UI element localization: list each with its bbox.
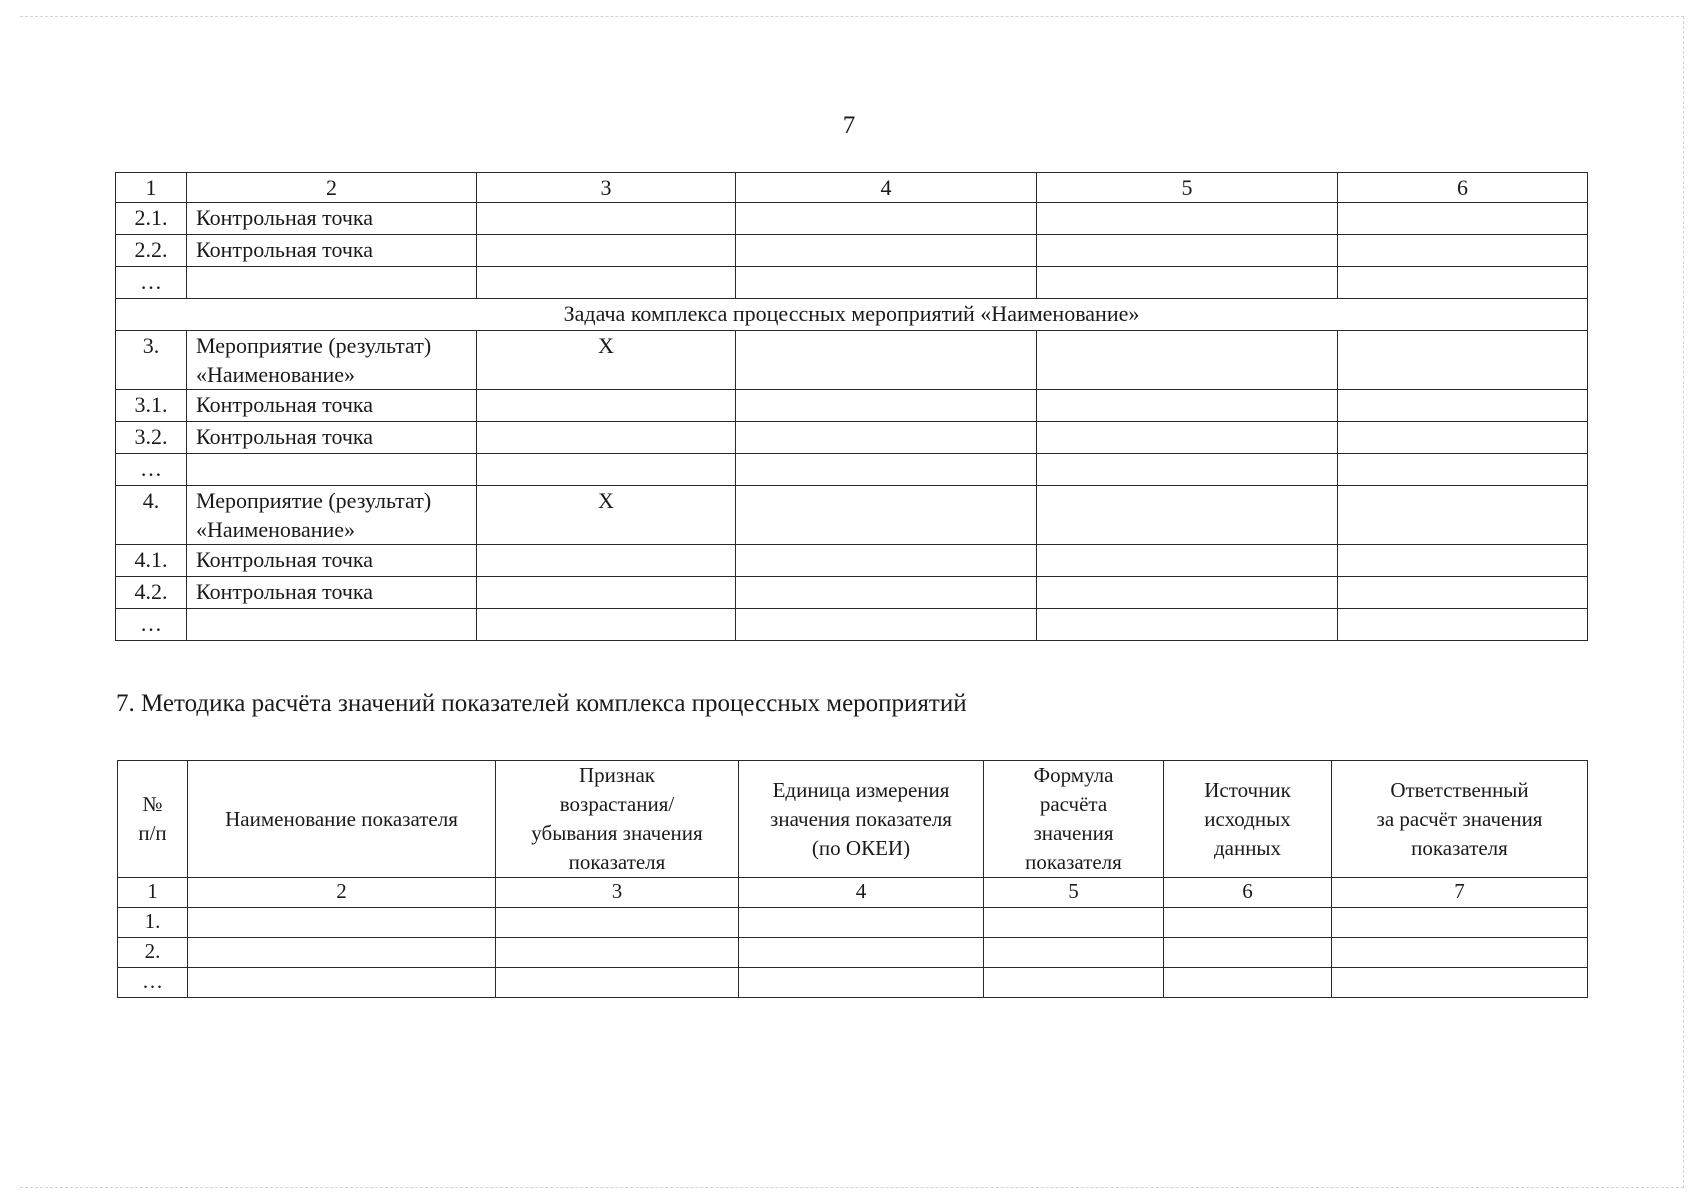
row-number: 4.1. [116, 545, 187, 577]
empty-cell [736, 390, 1037, 422]
row-name: Контрольная точка [187, 545, 477, 577]
row-name: Контрольная точка [187, 577, 477, 609]
methodology-table [117, 760, 1588, 998]
column-header [739, 761, 984, 878]
column-number: 7 [1332, 878, 1588, 908]
event-name-line: Мероприятие (результат) [196, 488, 432, 513]
column-number: 6 [1164, 878, 1332, 908]
empty-cell [736, 422, 1037, 454]
empty-cell [736, 331, 1037, 390]
empty-cell [496, 938, 739, 968]
empty-cell [1338, 422, 1588, 454]
empty-cell [984, 968, 1164, 998]
header-line: данных [1213, 835, 1282, 860]
header-line: Формула [1033, 763, 1114, 787]
empty-cell [1338, 267, 1588, 299]
header-line: убывания значения [531, 821, 703, 845]
table-row [116, 235, 1588, 267]
row-number: 3.2. [116, 422, 187, 454]
header-line: Наименование показателя [225, 806, 458, 831]
table-row [116, 454, 1588, 486]
empty-cell [477, 545, 736, 577]
empty-cell [477, 203, 736, 235]
empty-cell [736, 235, 1037, 267]
empty-cell [1338, 390, 1588, 422]
header-line: № [142, 792, 163, 816]
table-row [118, 938, 1588, 968]
table-row [118, 968, 1588, 998]
row-number: 2.2. [116, 235, 187, 267]
row-number: 2. [118, 938, 188, 968]
empty-cell [1037, 235, 1338, 267]
empty-cell [736, 577, 1037, 609]
empty-cell [736, 486, 1037, 545]
empty-cell [1164, 938, 1332, 968]
empty-cell [188, 968, 496, 998]
table-row [116, 267, 1588, 299]
event-name [187, 486, 477, 545]
empty-cell [739, 968, 984, 998]
empty-cell [1338, 486, 1588, 545]
empty-cell [736, 203, 1037, 235]
column-number: 6 [1338, 173, 1588, 203]
header-line: исходных [1204, 806, 1291, 831]
row-number: … [116, 267, 187, 299]
event-name-line: «Наименование» [196, 362, 356, 387]
column-header [188, 761, 496, 878]
column-number: 5 [984, 878, 1164, 908]
header-line: показателя [568, 850, 666, 874]
empty-cell [736, 609, 1037, 641]
empty-cell [739, 908, 984, 938]
empty-cell [477, 609, 736, 641]
events-table [115, 172, 1588, 641]
column-number: 1 [116, 173, 187, 203]
empty-cell [1164, 908, 1332, 938]
empty-cell [736, 454, 1037, 486]
header-line: п/п [138, 821, 167, 845]
column-number: 2 [188, 878, 496, 908]
column-number: 3 [477, 173, 736, 203]
row-name: Контрольная точка [187, 422, 477, 454]
empty-cell [1037, 545, 1338, 577]
header-line: расчёта [1039, 792, 1108, 816]
column-number: 4 [739, 878, 984, 908]
column-header [118, 761, 188, 878]
header-line: значения [1033, 821, 1114, 845]
empty-cell [1338, 545, 1588, 577]
header-line: (по ОКЕИ) [811, 835, 911, 860]
header-line: Единица измерения [772, 777, 950, 802]
column-number: 2 [187, 173, 477, 203]
row-name: Контрольная точка [187, 390, 477, 422]
table-row [118, 908, 1588, 938]
column-number: 5 [1037, 173, 1338, 203]
empty-cell [736, 545, 1037, 577]
table-header-row [116, 173, 1588, 203]
table-header-row [118, 761, 1588, 878]
column-header [1332, 761, 1588, 878]
empty-cell [477, 267, 736, 299]
empty-cell [1037, 486, 1338, 545]
empty-cell [1338, 203, 1588, 235]
section-heading: 7. Методика расчёта значений показателей комплекса процессных мероприятий [116, 690, 967, 717]
empty-cell [477, 422, 736, 454]
empty-cell [1338, 577, 1588, 609]
empty-cell [1164, 968, 1332, 998]
header-line: за расчёт значения [1376, 806, 1543, 831]
table-row [116, 390, 1588, 422]
empty-cell [1037, 203, 1338, 235]
header-line: Признак [579, 763, 655, 787]
header-line: значения показателя [770, 806, 952, 831]
column-number: 3 [496, 878, 739, 908]
event-name-line: «Наименование» [196, 517, 356, 542]
row-number: 4. [116, 486, 187, 545]
row-number: 3.1. [116, 390, 187, 422]
header-line: показателя [1411, 835, 1508, 860]
column-number-row [118, 878, 1588, 908]
header-line: Источник [1204, 777, 1291, 802]
column-number: 1 [118, 878, 188, 908]
empty-cell [1338, 454, 1588, 486]
empty-cell [1037, 422, 1338, 454]
empty-cell [1037, 390, 1338, 422]
empty-cell [477, 577, 736, 609]
empty-cell [1037, 267, 1338, 299]
row-name: Контрольная точка [187, 203, 477, 235]
header-line: показателя [1025, 850, 1122, 874]
empty-cell [984, 938, 1164, 968]
table-row [116, 577, 1588, 609]
empty-cell [1338, 235, 1588, 267]
header-line: Ответственный [1390, 777, 1529, 802]
row-number: … [118, 968, 188, 998]
empty-cell [1332, 968, 1588, 998]
empty-cell [1332, 938, 1588, 968]
row-number: 3. [116, 331, 187, 390]
empty-cell [188, 938, 496, 968]
empty-cell [1037, 609, 1338, 641]
column-header [984, 761, 1164, 878]
empty-cell [496, 968, 739, 998]
empty-cell [1332, 908, 1588, 938]
empty-cell [1037, 577, 1338, 609]
empty-cell [477, 390, 736, 422]
row-name: Контрольная точка [187, 235, 477, 267]
event-row [116, 486, 1588, 545]
event-mark: Х [477, 486, 736, 545]
task-title: Задача комплекса процессных мероприятий «Наименование» [116, 299, 1588, 331]
row-name [187, 454, 477, 486]
table-row [116, 422, 1588, 454]
empty-cell [1338, 331, 1588, 390]
row-name [187, 267, 477, 299]
column-header [496, 761, 739, 878]
task-row [116, 299, 1588, 331]
empty-cell [496, 908, 739, 938]
event-mark: Х [477, 331, 736, 390]
row-number: 1. [118, 908, 188, 938]
empty-cell [736, 267, 1037, 299]
empty-cell [1037, 454, 1338, 486]
empty-cell [1338, 609, 1588, 641]
page-number: 7 [842, 112, 856, 139]
row-number: … [116, 454, 187, 486]
empty-cell [477, 454, 736, 486]
event-name-line: Мероприятие (результат) [196, 333, 432, 358]
row-number: 4.2. [116, 577, 187, 609]
column-number: 4 [736, 173, 1037, 203]
empty-cell [1037, 331, 1338, 390]
empty-cell [477, 235, 736, 267]
empty-cell [188, 908, 496, 938]
empty-cell [739, 938, 984, 968]
table-row [116, 545, 1588, 577]
event-name [187, 331, 477, 390]
empty-cell [984, 908, 1164, 938]
row-number: 2.1. [116, 203, 187, 235]
column-header [1164, 761, 1332, 878]
table-row [116, 609, 1588, 641]
header-line: возрастания/ [559, 792, 675, 816]
table-row [116, 203, 1588, 235]
row-name [187, 609, 477, 641]
event-row [116, 331, 1588, 390]
row-number: … [116, 609, 187, 641]
